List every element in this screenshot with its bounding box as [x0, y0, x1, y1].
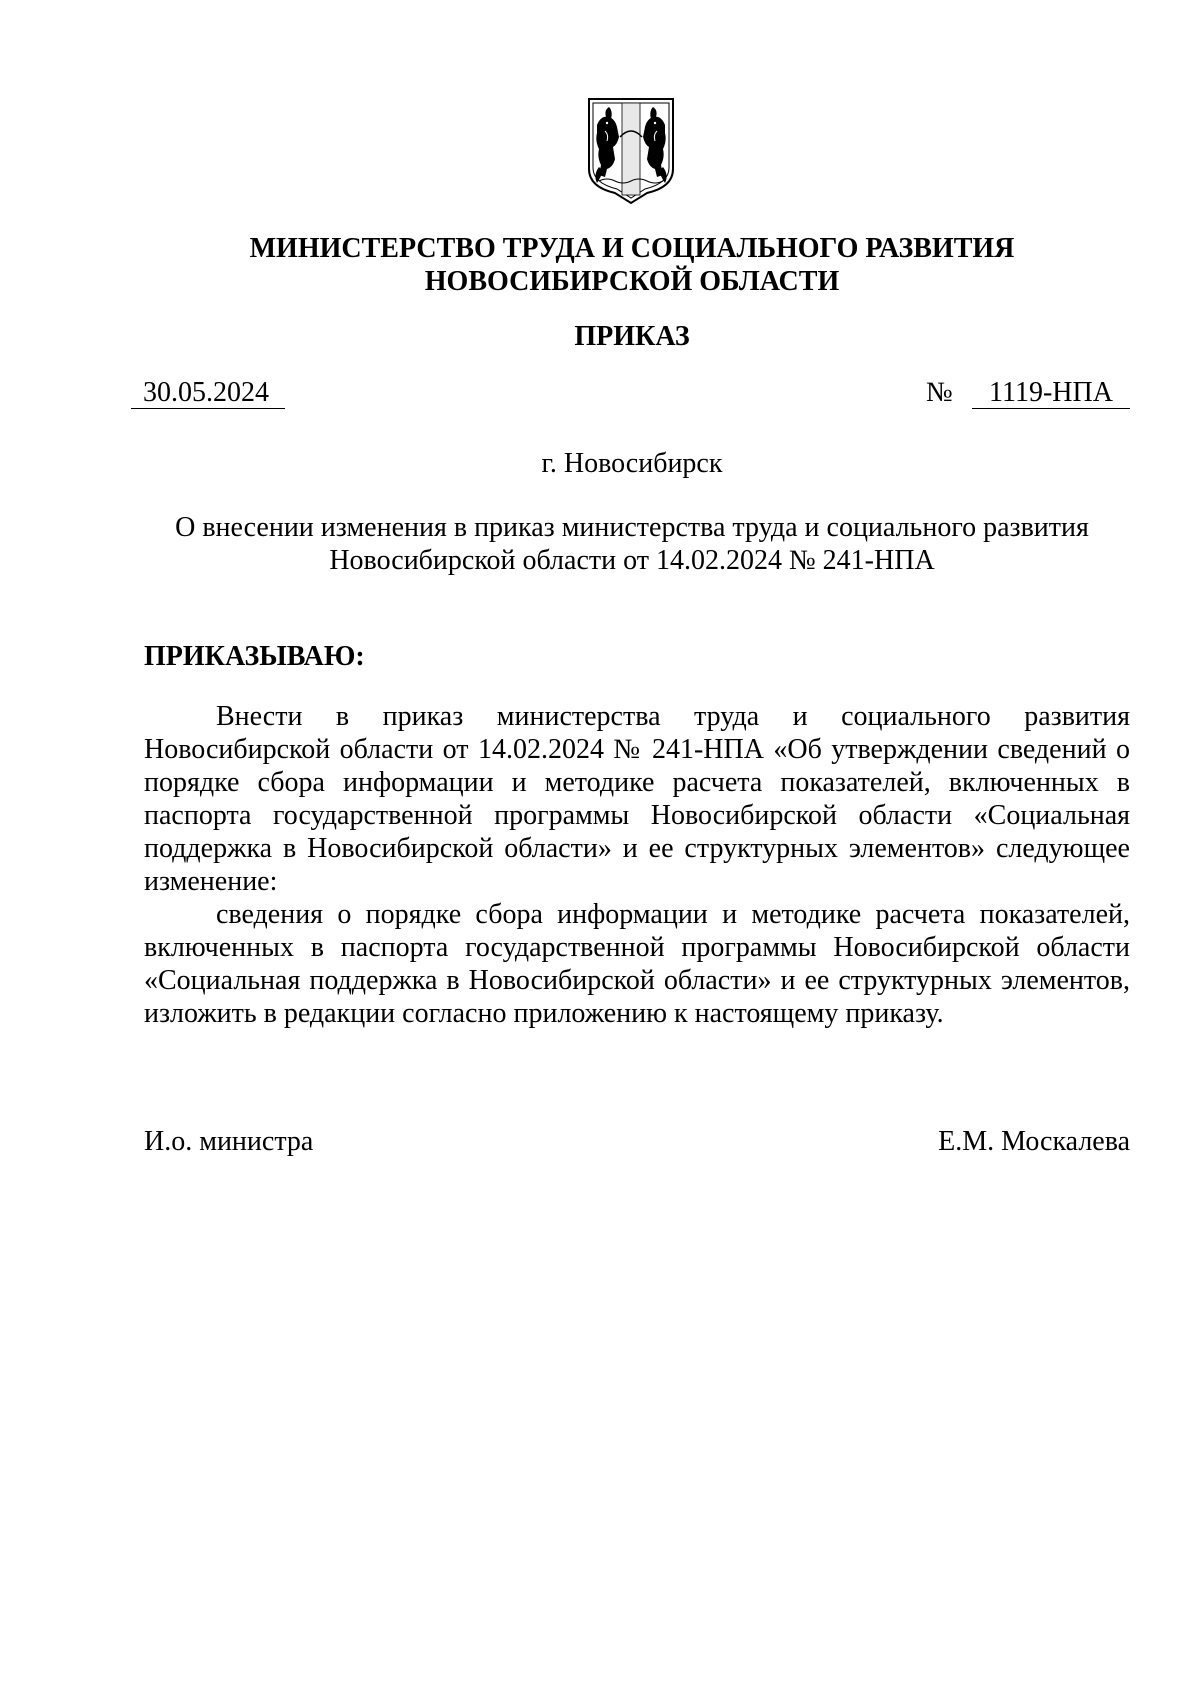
subject-line2: Новосибирской области от 14.02.2024 № 241-НПА [329, 545, 935, 576]
command-heading: ПРИКАЗЫВАЮ: [144, 641, 365, 672]
body-paragraph: сведения о порядке сбора информации и методике расчета показателей, включенных в паспорта государственной программы Новосибирской области «Социальная поддержка в Новосибирской области» и ее структурных элементов, изложить в редакции согласно приложению к настоящему приказу. [144, 899, 1130, 1029]
body-paragraph: Внести в приказ министерства труда и социального развития Новосибирской области от 14.02.2024 № 241-НПА «Об утверждении сведений о порядке сбора информации и методике расчета показателей, включенных в паспорта государственной программы Новосибирской области «Социальная поддержка в Новосибирской области» и ее структурных элементов» следующее изменение: [144, 701, 1130, 897]
signer-name: Е.М. Москалева [938, 1126, 1130, 1157]
novosibirsk-coat-of-arms-icon [587, 97, 675, 205]
document-number: 1119-НПА [972, 378, 1130, 409]
document-city: г. Новосибирск [541, 448, 723, 479]
document-body [144, 700, 1130, 1030]
subject-line1: О внесении изменения в приказ министерства труда и социального развития [175, 512, 1089, 543]
signer-title: И.о. министра [144, 1126, 314, 1157]
ministry-name-line1: МИНИСТЕРСТВО ТРУДА И СОЦИАЛЬНОГО РАЗВИТИЯ [249, 233, 1015, 264]
ministry-name [0, 232, 1200, 298]
document-type: ПРИКАЗ [574, 321, 690, 352]
document-subject [0, 511, 1200, 577]
ministry-name-line2: НОВОСИБИРСКОЙ ОБЛАСТИ [424, 266, 840, 297]
number-sign: № [926, 377, 953, 408]
document-date: 30.05.2024 [131, 378, 285, 409]
